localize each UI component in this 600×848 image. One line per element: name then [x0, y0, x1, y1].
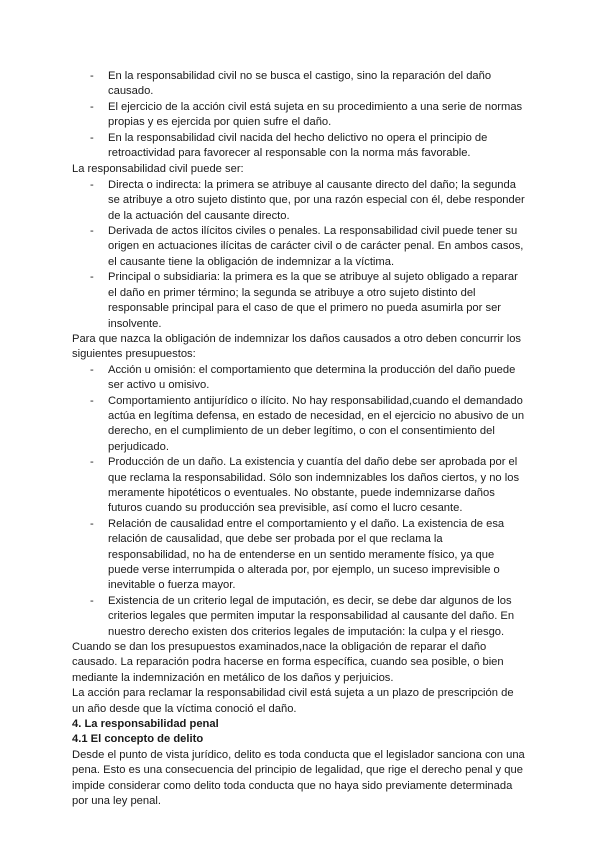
paragraph-prescription: La acción para reclamar la responsabilidad civil está sujeta a un plazo de prescripción de un año desde que la víctima conoció el daño.	[72, 687, 514, 715]
document-body	[72, 69, 526, 810]
list-item: - Producción de un daño. La existencia y cuantía del daño debe ser aprobada por el que reclama la responsabilidad. Sólo son indemnizables los daños ciertos, y no los meramente hipotéticos o eventuales. No obstante, puede indemnizarse daños futuros cuando su producción sea previsible, así como el lucro cesante.	[90, 456, 520, 515]
requirements-list	[72, 363, 526, 640]
list-item: - En la responsabilidad civil nacida del hecho delictivo no opera el principio de retroactividad para favorecer al responsable con la norma más favorable.	[90, 131, 488, 160]
bullet-dash: -	[90, 594, 94, 607]
paragraph-delito-definition: Desde el punto de vista jurídico, delito es toda conducta que el legislador sanciona con una pena. Esto es una consecuencia del principio de legalidad, que rige el derecho penal y que impide considerar como delito toda conducta que no haya sido previamente determinada por una ley penal.	[72, 748, 525, 808]
list-item: - Existencia de un criterio legal de imputación, es decir, se debe dar algunos de los criterios legales que permiten imputar la responsabilidad al causante del daño. En nuestro derecho existen dos criterios legales de imputación: la culpa y el riesgo.	[90, 594, 515, 638]
bullet-dash: -	[90, 70, 94, 82]
bullet-dash: -	[90, 178, 94, 191]
subsection-heading: 4.1 El concepto de delito	[72, 733, 204, 746]
bullet-dash: -	[90, 363, 94, 376]
bullet-dash: -	[90, 225, 94, 238]
list-item: - Relación de causalidad entre el comportamiento y el daño. La existencia de esa relación de causalidad, que debe ser probada por el que reclama la responsabilidad, no ha de entenderse en un sentido meramente físico, ya que puede verse interrumpida o alterada por, por ejemplo, un suceso imprevisible o inevitable o fuerza mayor.	[90, 517, 505, 592]
civil-vs-penal-list	[72, 69, 526, 161]
civil-types-list	[72, 178, 526, 332]
list-item: - Directa o indirecta: la primera se atribuye al causante directo del daño; la segunda se atribuye a otro sujeto distinto que, por una razón especial con él, debe responder de la actuación del causante directo.	[90, 178, 525, 222]
bullet-dash: -	[90, 131, 94, 144]
bullet-dash: -	[90, 517, 94, 530]
paragraph-types-intro: La responsabilidad civil puede ser:	[72, 163, 244, 176]
paragraph-reparation: Cuando se dan los presupuestos examinados,nace la obligación de reparar el daño causado. La reparación podra hacerse en forma específica, cuando sea posible, o bien mediante la indemnización en metálico de los daños y perjuicios.	[72, 641, 504, 684]
bullet-dash: -	[90, 100, 94, 113]
bullet-dash: -	[90, 456, 94, 469]
list-item: - Derivada de actos ilícitos civiles o penales. La responsabilidad civil puede tener su origen en actuaciones ilícitas de carácter civil o de carácter penal. En ambos casos, el causante tiene la obligación de indemnizar a la víctima.	[90, 225, 524, 268]
bullet-dash: -	[90, 271, 94, 284]
list-item: - El ejercicio de la acción civil está sujeta en su procedimiento a una serie de normas propias y es ejercida por quien sufre el daño.	[90, 100, 523, 129]
bullet-dash: -	[90, 394, 94, 407]
paragraph-requirements-intro: Para que nazca la obligación de indemnizar los daños causados a otro deben concurrir los siguientes presupuestos:	[72, 332, 522, 361]
list-item: - Acción u omisión: el comportamiento que determina la producción del daño puede ser activo u omisivo.	[90, 363, 516, 392]
list-item: - En la responsabilidad civil no se busca el castigo, sino la reparación del daño causado.	[90, 70, 492, 98]
list-item: - Principal o subsidiaria: la primera es la que se atribuye al sujeto obligado a reparar el daño en primer término; la segunda se atribuye a otro sujeto distinto del responsable principal para el caso de que el primero no pueda asumirla por ser insolvente.	[90, 271, 518, 330]
list-item: - Comportamiento antijurídico o ilícito. No hay responsabilidad,cuando el demandado actúa en legítima defensa, en estado de necesidad, en el ejercicio no abusivo de un derecho, en el cumplimiento de un deber legítimo, o con el consentimiento del perjudicado.	[90, 394, 525, 453]
section-heading: 4. La responsabilidad penal	[72, 718, 219, 731]
